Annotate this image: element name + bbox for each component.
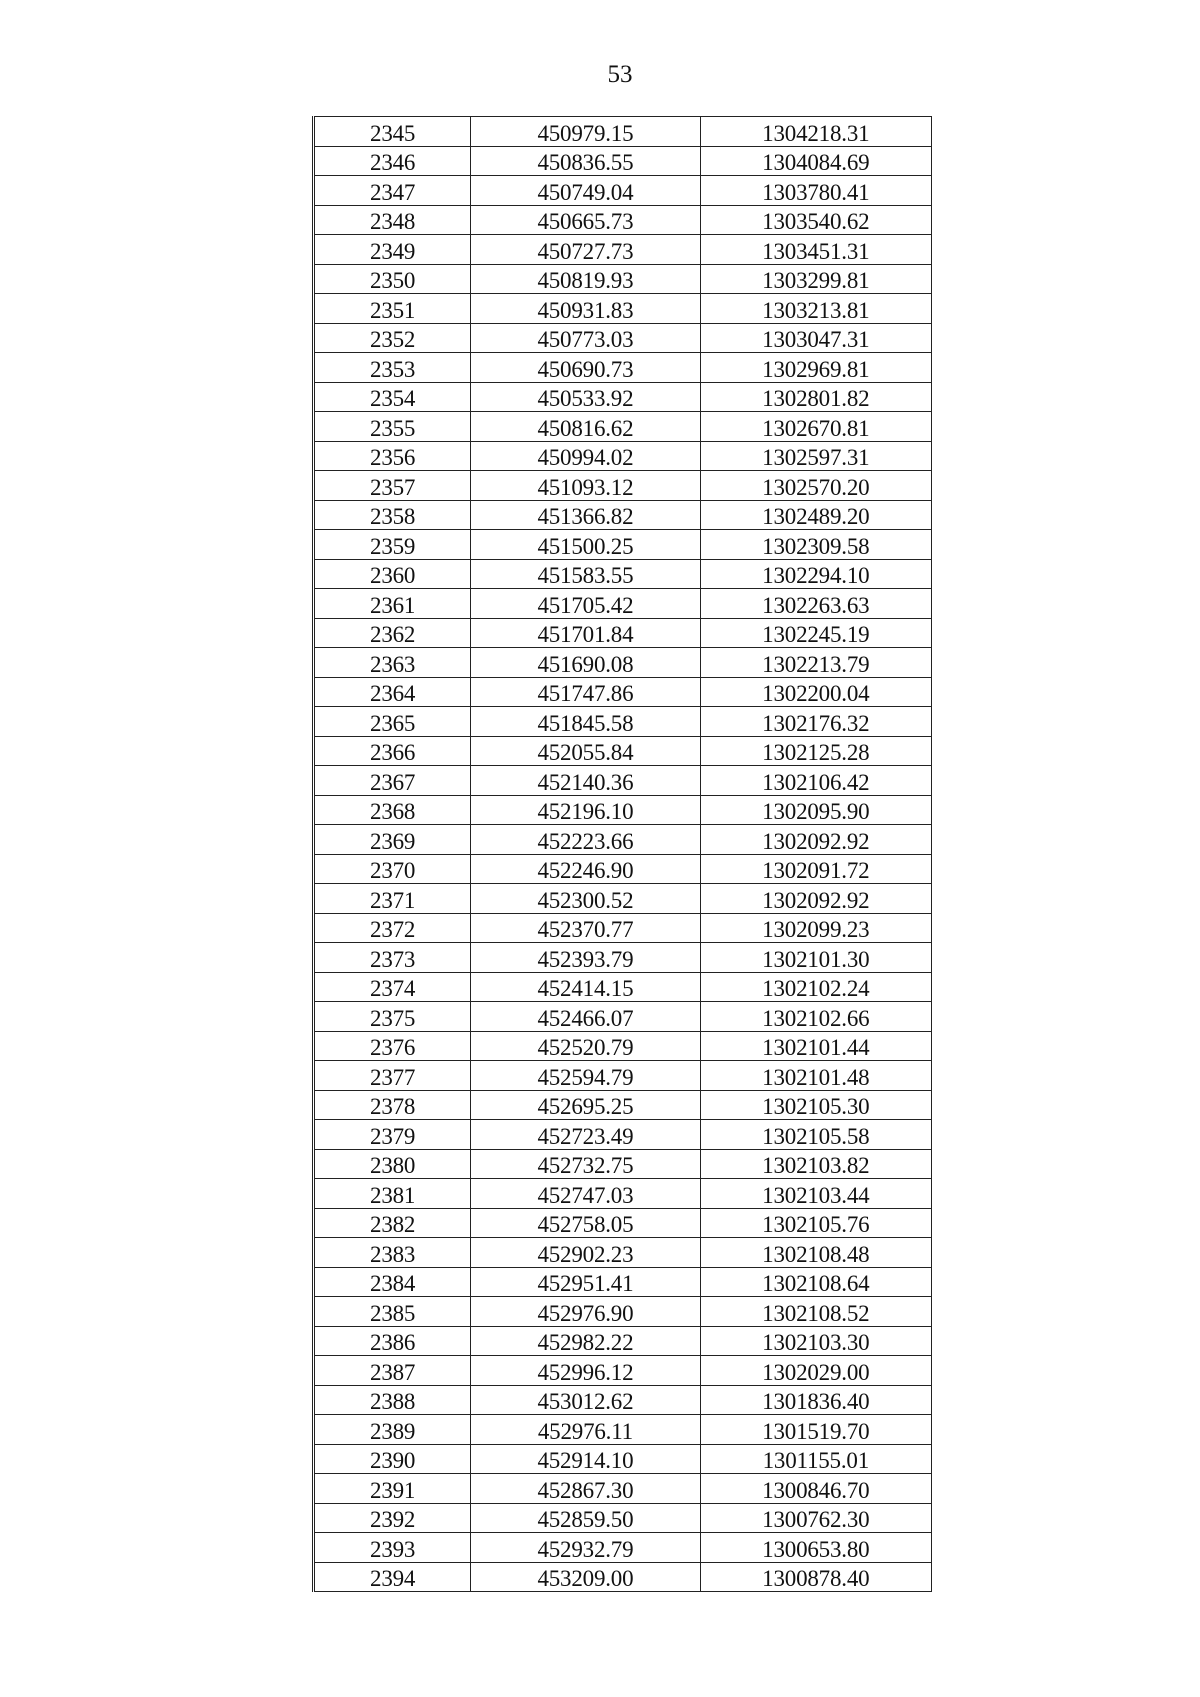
x-coordinate-cell: 450979.15 <box>471 117 700 147</box>
x-coordinate-cell: 452196.10 <box>471 795 700 825</box>
x-coordinate-cell: 452758.05 <box>471 1208 700 1238</box>
point-number-cell: 2368 <box>314 795 471 825</box>
point-number-cell: 2370 <box>314 854 471 884</box>
x-coordinate-cell: 450665.73 <box>471 205 700 235</box>
point-number-cell: 2372 <box>314 913 471 943</box>
y-coordinate-cell: 1303780.41 <box>700 176 931 206</box>
table-row <box>314 1061 932 1091</box>
point-number-cell: 2354 <box>314 382 471 412</box>
x-coordinate-cell: 452246.90 <box>471 854 700 884</box>
x-coordinate-cell: 452414.15 <box>471 972 700 1002</box>
y-coordinate-cell: 1302103.44 <box>700 1179 931 1209</box>
y-coordinate-cell: 1303540.62 <box>700 205 931 235</box>
point-number-cell: 2378 <box>314 1090 471 1120</box>
x-coordinate-cell: 452466.07 <box>471 1002 700 1032</box>
y-coordinate-cell: 1303451.31 <box>700 235 931 265</box>
x-coordinate-cell: 452747.03 <box>471 1179 700 1209</box>
point-number-cell: 2345 <box>314 117 471 147</box>
x-coordinate-cell: 452370.77 <box>471 913 700 943</box>
x-coordinate-cell: 452996.12 <box>471 1356 700 1386</box>
table-row <box>314 441 932 471</box>
x-coordinate-cell: 453209.00 <box>471 1562 700 1592</box>
table-row <box>314 707 932 737</box>
table-row <box>314 1297 932 1327</box>
y-coordinate-cell: 1301519.70 <box>700 1415 931 1445</box>
x-coordinate-cell: 451366.82 <box>471 500 700 530</box>
table-row <box>314 618 932 648</box>
y-coordinate-cell: 1300846.70 <box>700 1474 931 1504</box>
x-coordinate-cell: 452976.11 <box>471 1415 700 1445</box>
table-row <box>314 1090 932 1120</box>
y-coordinate-cell: 1302105.30 <box>700 1090 931 1120</box>
y-coordinate-cell: 1302108.48 <box>700 1238 931 1268</box>
point-number-cell: 2346 <box>314 146 471 176</box>
y-coordinate-cell: 1302105.76 <box>700 1208 931 1238</box>
table-row <box>314 648 932 678</box>
coordinates-table-body <box>314 117 932 1592</box>
point-number-cell: 2369 <box>314 825 471 855</box>
y-coordinate-cell: 1303299.81 <box>700 264 931 294</box>
y-coordinate-cell: 1302106.42 <box>700 766 931 796</box>
y-coordinate-cell: 1302597.31 <box>700 441 931 471</box>
x-coordinate-cell: 452902.23 <box>471 1238 700 1268</box>
x-coordinate-cell: 451500.25 <box>471 530 700 560</box>
point-number-cell: 2347 <box>314 176 471 206</box>
x-coordinate-cell: 452951.41 <box>471 1267 700 1297</box>
y-coordinate-cell: 1302176.32 <box>700 707 931 737</box>
table-row <box>314 884 932 914</box>
table-row <box>314 205 932 235</box>
table-row <box>314 972 932 1002</box>
point-number-cell: 2364 <box>314 677 471 707</box>
y-coordinate-cell: 1300762.30 <box>700 1503 931 1533</box>
x-coordinate-cell: 452140.36 <box>471 766 700 796</box>
x-coordinate-cell: 452859.50 <box>471 1503 700 1533</box>
point-number-cell: 2390 <box>314 1444 471 1474</box>
y-coordinate-cell: 1302108.64 <box>700 1267 931 1297</box>
table-row <box>314 1208 932 1238</box>
point-number-cell: 2365 <box>314 707 471 737</box>
point-number-cell: 2375 <box>314 1002 471 1032</box>
point-number-cell: 2386 <box>314 1326 471 1356</box>
y-coordinate-cell: 1302092.92 <box>700 884 931 914</box>
table-row <box>314 235 932 265</box>
table-row <box>314 146 932 176</box>
point-number-cell: 2358 <box>314 500 471 530</box>
table-row <box>314 1031 932 1061</box>
point-number-cell: 2359 <box>314 530 471 560</box>
point-number-cell: 2388 <box>314 1385 471 1415</box>
x-coordinate-cell: 450994.02 <box>471 441 700 471</box>
y-coordinate-cell: 1300653.80 <box>700 1533 931 1563</box>
y-coordinate-cell: 1304084.69 <box>700 146 931 176</box>
x-coordinate-cell: 451701.84 <box>471 618 700 648</box>
point-number-cell: 2376 <box>314 1031 471 1061</box>
y-coordinate-cell: 1302801.82 <box>700 382 931 412</box>
table-row <box>314 1149 932 1179</box>
table-row <box>314 913 932 943</box>
x-coordinate-cell: 451690.08 <box>471 648 700 678</box>
table-row <box>314 1267 932 1297</box>
y-coordinate-cell: 1302091.72 <box>700 854 931 884</box>
y-coordinate-cell: 1302108.52 <box>700 1297 931 1327</box>
table-row <box>314 1533 932 1563</box>
point-number-cell: 2366 <box>314 736 471 766</box>
point-number-cell: 2353 <box>314 353 471 383</box>
y-coordinate-cell: 1302099.23 <box>700 913 931 943</box>
x-coordinate-cell: 450533.92 <box>471 382 700 412</box>
table-row <box>314 294 932 324</box>
x-coordinate-cell: 452223.66 <box>471 825 700 855</box>
table-row <box>314 1385 932 1415</box>
x-coordinate-cell: 450749.04 <box>471 176 700 206</box>
x-coordinate-cell: 450816.62 <box>471 412 700 442</box>
x-coordinate-cell: 450690.73 <box>471 353 700 383</box>
table-row <box>314 117 932 147</box>
x-coordinate-cell: 451845.58 <box>471 707 700 737</box>
table-row <box>314 766 932 796</box>
point-number-cell: 2377 <box>314 1061 471 1091</box>
table-row <box>314 1444 932 1474</box>
table-row <box>314 471 932 501</box>
point-number-cell: 2384 <box>314 1267 471 1297</box>
point-number-cell: 2348 <box>314 205 471 235</box>
y-coordinate-cell: 1301155.01 <box>700 1444 931 1474</box>
y-coordinate-cell: 1302103.30 <box>700 1326 931 1356</box>
y-coordinate-cell: 1303213.81 <box>700 294 931 324</box>
x-coordinate-cell: 453012.62 <box>471 1385 700 1415</box>
y-coordinate-cell: 1302969.81 <box>700 353 931 383</box>
x-coordinate-cell: 451093.12 <box>471 471 700 501</box>
y-coordinate-cell: 1302200.04 <box>700 677 931 707</box>
point-number-cell: 2357 <box>314 471 471 501</box>
table-row <box>314 1179 932 1209</box>
table-row <box>314 589 932 619</box>
point-number-cell: 2355 <box>314 412 471 442</box>
point-number-cell: 2362 <box>314 618 471 648</box>
table-row <box>314 677 932 707</box>
table-row <box>314 1356 932 1386</box>
y-coordinate-cell: 1302095.90 <box>700 795 931 825</box>
x-coordinate-cell: 452914.10 <box>471 1444 700 1474</box>
point-number-cell: 2383 <box>314 1238 471 1268</box>
point-number-cell: 2374 <box>314 972 471 1002</box>
table-row <box>314 382 932 412</box>
point-number-cell: 2373 <box>314 943 471 973</box>
table-row <box>314 1415 932 1445</box>
y-coordinate-cell: 1302489.20 <box>700 500 931 530</box>
table-row <box>314 943 932 973</box>
x-coordinate-cell: 450727.73 <box>471 235 700 265</box>
point-number-cell: 2356 <box>314 441 471 471</box>
table-row <box>314 1474 932 1504</box>
y-coordinate-cell: 1302101.44 <box>700 1031 931 1061</box>
x-coordinate-cell: 452594.79 <box>471 1061 700 1091</box>
table-row <box>314 1238 932 1268</box>
x-coordinate-cell: 452932.79 <box>471 1533 700 1563</box>
point-number-cell: 2387 <box>314 1356 471 1386</box>
point-number-cell: 2361 <box>314 589 471 619</box>
x-coordinate-cell: 452982.22 <box>471 1326 700 1356</box>
y-coordinate-cell: 1302101.48 <box>700 1061 931 1091</box>
table-row <box>314 264 932 294</box>
y-coordinate-cell: 1302105.58 <box>700 1120 931 1150</box>
x-coordinate-cell: 452520.79 <box>471 1031 700 1061</box>
point-number-cell: 2351 <box>314 294 471 324</box>
x-coordinate-cell: 452723.49 <box>471 1120 700 1150</box>
table-row <box>314 1503 932 1533</box>
x-coordinate-cell: 450836.55 <box>471 146 700 176</box>
coordinates-table <box>312 116 932 1592</box>
point-number-cell: 2352 <box>314 323 471 353</box>
y-coordinate-cell: 1302102.66 <box>700 1002 931 1032</box>
point-number-cell: 2385 <box>314 1297 471 1327</box>
y-coordinate-cell: 1302670.81 <box>700 412 931 442</box>
table-row <box>314 530 932 560</box>
y-coordinate-cell: 1302263.63 <box>700 589 931 619</box>
table-row <box>314 1562 932 1592</box>
y-coordinate-cell: 1302245.19 <box>700 618 931 648</box>
x-coordinate-cell: 452695.25 <box>471 1090 700 1120</box>
x-coordinate-cell: 452393.79 <box>471 943 700 973</box>
point-number-cell: 2349 <box>314 235 471 265</box>
y-coordinate-cell: 1302570.20 <box>700 471 931 501</box>
y-coordinate-cell: 1302213.79 <box>700 648 931 678</box>
x-coordinate-cell: 452300.52 <box>471 884 700 914</box>
x-coordinate-cell: 452732.75 <box>471 1149 700 1179</box>
table-row <box>314 854 932 884</box>
y-coordinate-cell: 1302294.10 <box>700 559 931 589</box>
point-number-cell: 2360 <box>314 559 471 589</box>
table-row <box>314 825 932 855</box>
x-coordinate-cell: 452867.30 <box>471 1474 700 1504</box>
y-coordinate-cell: 1301836.40 <box>700 1385 931 1415</box>
x-coordinate-cell: 451583.55 <box>471 559 700 589</box>
point-number-cell: 2350 <box>314 264 471 294</box>
y-coordinate-cell: 1302101.30 <box>700 943 931 973</box>
point-number-cell: 2367 <box>314 766 471 796</box>
table-row <box>314 353 932 383</box>
table-row <box>314 1120 932 1150</box>
point-number-cell: 2389 <box>314 1415 471 1445</box>
point-number-cell: 2379 <box>314 1120 471 1150</box>
x-coordinate-cell: 452976.90 <box>471 1297 700 1327</box>
y-coordinate-cell: 1302125.28 <box>700 736 931 766</box>
y-coordinate-cell: 1304218.31 <box>700 117 931 147</box>
y-coordinate-cell: 1302092.92 <box>700 825 931 855</box>
point-number-cell: 2391 <box>314 1474 471 1504</box>
point-number-cell: 2394 <box>314 1562 471 1592</box>
y-coordinate-cell: 1302102.24 <box>700 972 931 1002</box>
point-number-cell: 2392 <box>314 1503 471 1533</box>
x-coordinate-cell: 450819.93 <box>471 264 700 294</box>
table-row <box>314 1326 932 1356</box>
x-coordinate-cell: 451705.42 <box>471 589 700 619</box>
table-row <box>314 1002 932 1032</box>
x-coordinate-cell: 452055.84 <box>471 736 700 766</box>
point-number-cell: 2381 <box>314 1179 471 1209</box>
x-coordinate-cell: 451747.86 <box>471 677 700 707</box>
page-number: 53 <box>607 61 633 88</box>
x-coordinate-cell: 450773.03 <box>471 323 700 353</box>
table-row <box>314 500 932 530</box>
y-coordinate-cell: 1300878.40 <box>700 1562 931 1592</box>
point-number-cell: 2371 <box>314 884 471 914</box>
table-row <box>314 412 932 442</box>
y-coordinate-cell: 1303047.31 <box>700 323 931 353</box>
y-coordinate-cell: 1302103.82 <box>700 1149 931 1179</box>
table-row <box>314 559 932 589</box>
point-number-cell: 2382 <box>314 1208 471 1238</box>
x-coordinate-cell: 450931.83 <box>471 294 700 324</box>
table-row <box>314 795 932 825</box>
point-number-cell: 2363 <box>314 648 471 678</box>
point-number-cell: 2393 <box>314 1533 471 1563</box>
table-row <box>314 736 932 766</box>
table-row <box>314 176 932 206</box>
table-row <box>314 323 932 353</box>
y-coordinate-cell: 1302309.58 <box>700 530 931 560</box>
y-coordinate-cell: 1302029.00 <box>700 1356 931 1386</box>
point-number-cell: 2380 <box>314 1149 471 1179</box>
